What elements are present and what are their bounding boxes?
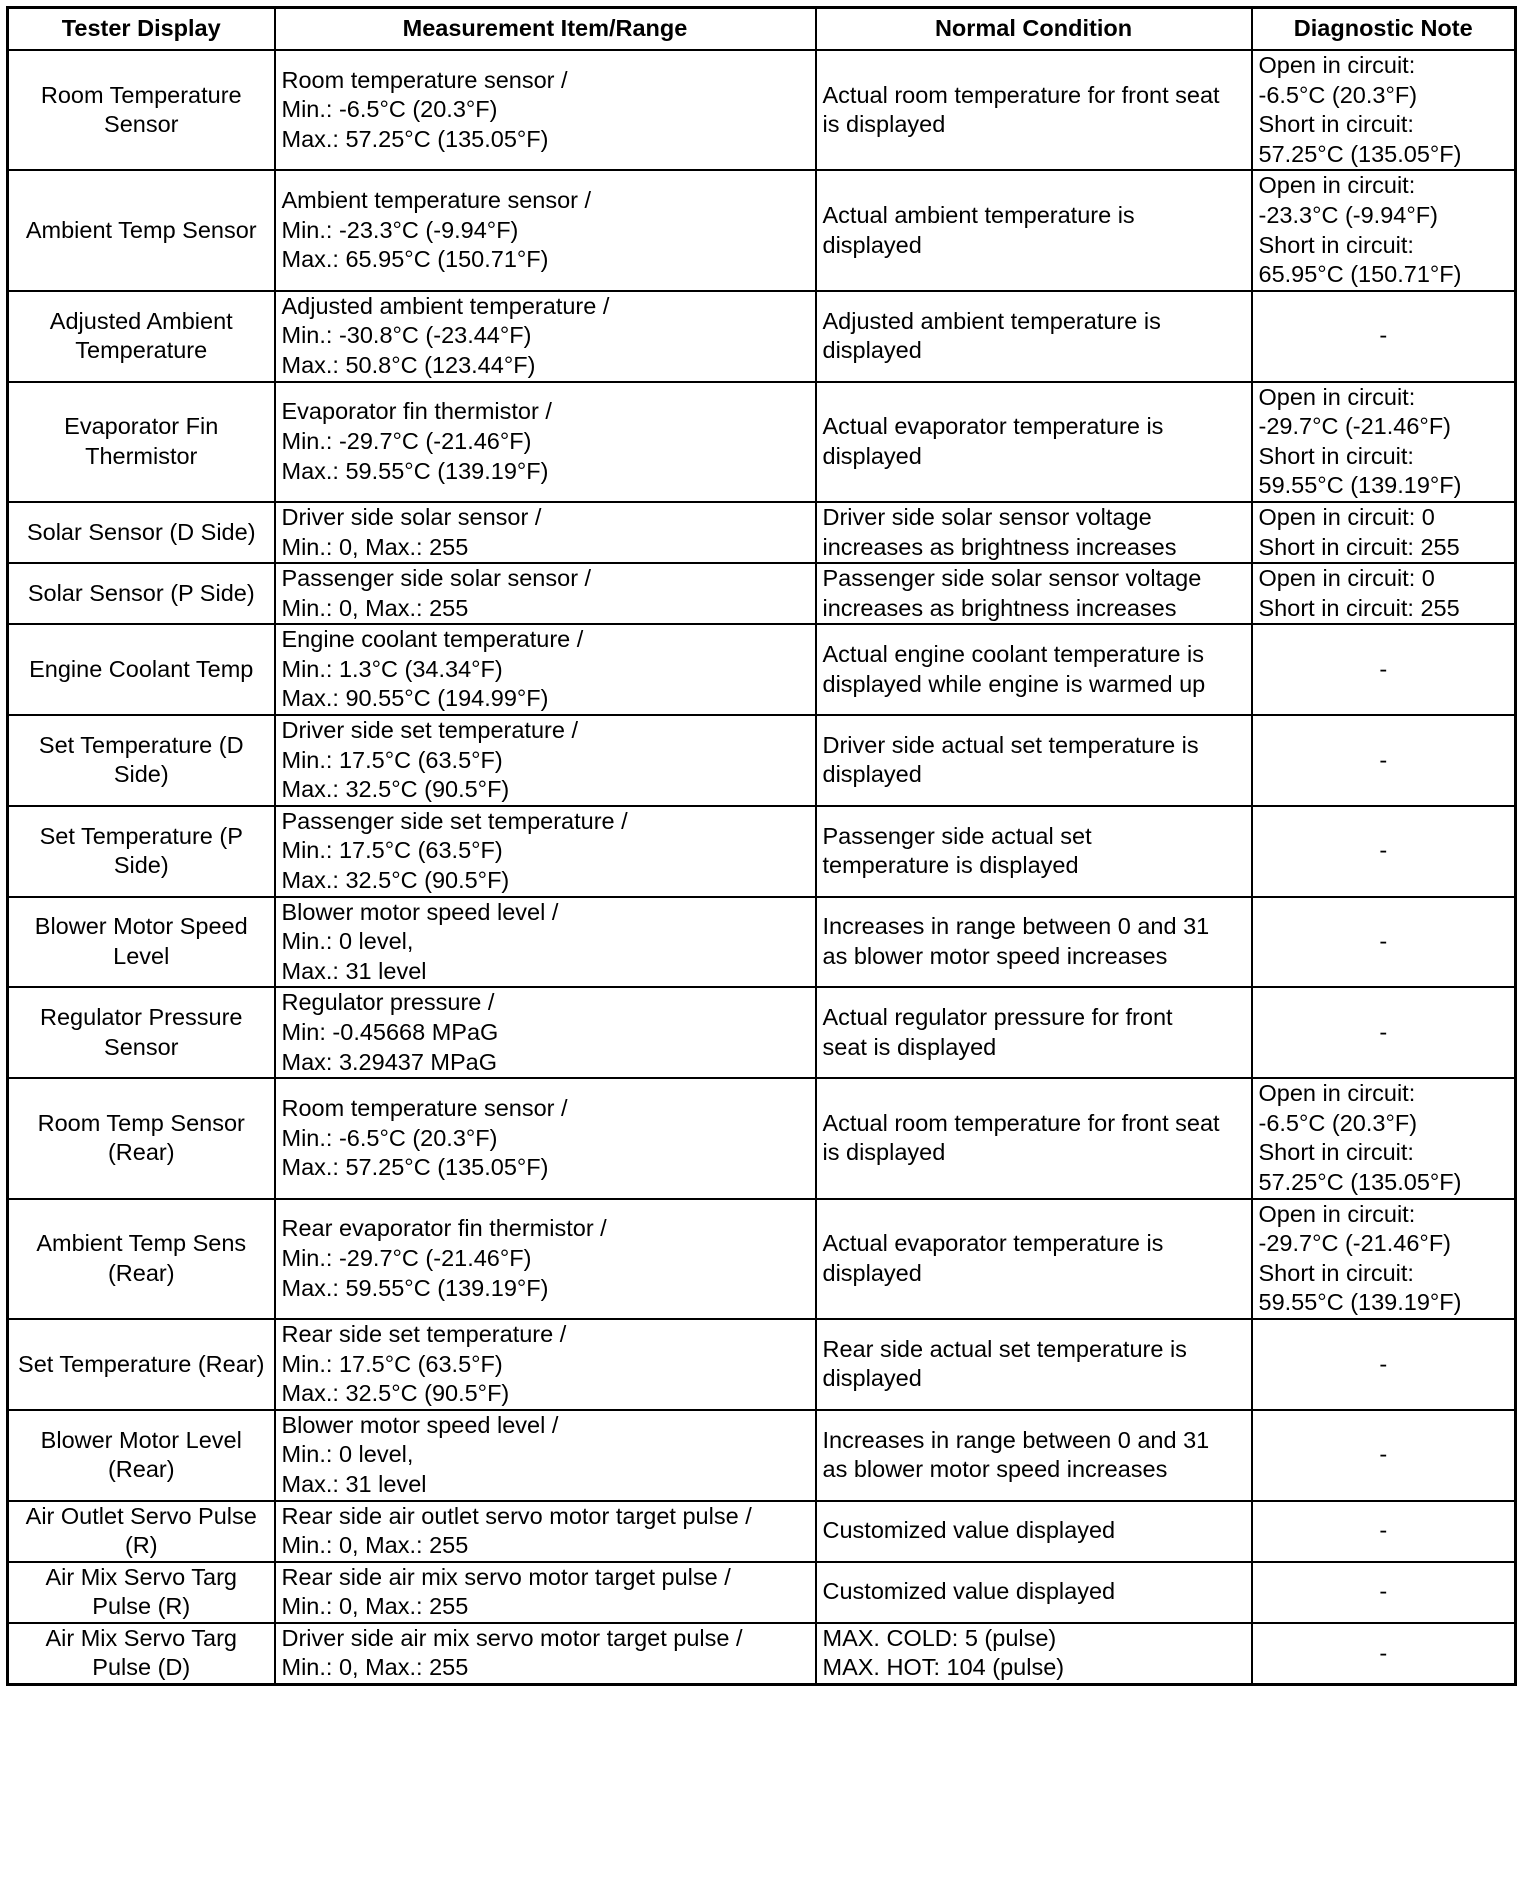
measurement-cell [275,1623,816,1685]
normal-condition-line: increases as brightness increases [822,594,1177,621]
tester-display-cell [8,563,275,624]
diagnostic-note-cell [1252,1562,1516,1623]
measurement-line: Min.: 0, Max.: 255 [281,533,469,560]
measurement-line: Max.: 31 level [281,1470,427,1497]
measurement-line: Rear side set temperature / [281,1320,567,1347]
table-row [8,624,1516,715]
measurement-line: Rear side air outlet servo motor target pulse / [281,1502,752,1529]
tester-display-text: Set Temperature (P Side) [39,822,243,879]
measurement-line: Max.: 32.5°C (90.5°F) [281,1380,510,1407]
measurement-cell [275,897,816,988]
measurement-line: Min.: -29.7°C (-21.46°F) [281,1244,532,1271]
normal-condition-line: Actual regulator pressure for front [822,1004,1173,1031]
diagnostic-note-line: Open in circuit: 0 [1258,503,1435,530]
tester-display-text: Blower Motor Speed Level [34,913,248,970]
normal-condition-line: as blower motor speed increases [822,1456,1168,1483]
normal-condition-line: MAX. COLD: 5 (pulse) [822,1624,1057,1651]
diagnostic-note-line: -29.7°C (-21.46°F) [1258,413,1451,440]
normal-condition-line: Passenger side actual set [822,822,1092,849]
measurement-line: Min.: -6.5°C (20.3°F) [281,1124,498,1151]
diagnostic-note-cell [1252,1199,1516,1319]
measurement-line: Max.: 57.25°C (135.05°F) [281,1154,549,1181]
measurement-line: Max.: 57.25°C (135.05°F) [281,125,549,152]
tester-display-cell [8,1562,275,1623]
normal-condition-cell [816,1410,1252,1501]
diagnostic-note-cell [1252,624,1516,715]
tester-display-text: Solar Sensor (P Side) [27,579,255,606]
tester-display-text: Regulator Pressure Sensor [40,1004,243,1060]
table-row [8,806,1516,897]
measurement-line: Max.: 65.95°C (150.71°F) [281,246,549,273]
diagnostic-note-line: Open in circuit: [1258,52,1416,78]
normal-condition-line: displayed [822,337,922,364]
tester-display-cell [8,1501,275,1562]
tester-display-cell [8,1199,275,1319]
diagnostic-note-line: 59.55°C (139.19°F) [1258,1289,1462,1316]
measurement-line: Driver side solar sensor / [281,503,542,530]
tester-display-text: Air Mix Servo Targ Pulse (R) [45,1563,238,1620]
diagnostic-note-line: Short in circuit: 255 [1258,594,1460,621]
table-row [8,382,1516,502]
tester-display-cell [8,1319,275,1410]
table-row [8,563,1516,624]
normal-condition-line: Customized value displayed [822,1517,1116,1544]
diagnostic-note-line: -29.7°C (-21.46°F) [1258,1230,1451,1257]
diagnostic-note-cell [1252,715,1516,806]
measurement-line: Max.: 90.55°C (194.99°F) [281,685,549,712]
table-row [8,502,1516,563]
measurement-line: Max.: 31 level [281,957,427,984]
normal-condition-line: seat is displayed [822,1033,997,1060]
diagnostic-note-cell [1252,1078,1516,1198]
normal-condition-line: is displayed [822,111,946,138]
header-measurement: Measurement Item/Range [275,8,816,51]
tester-display-text: Set Temperature (D Side) [38,731,244,788]
diagnostic-note-cell [1252,291,1516,382]
tester-display-text: Room Temperature Sensor [40,81,242,138]
measurement-line: Blower motor speed level / [281,1411,559,1438]
normal-condition-line: Actual ambient temperature is [822,201,1135,228]
diagnostic-note-line: Open in circuit: [1258,1080,1416,1107]
normal-condition-line: as blower motor speed increases [822,943,1168,970]
measurement-line: Max.: 50.8°C (123.44°F) [281,351,536,378]
measurement-cell [275,382,816,502]
normal-condition-line: increases as brightness increases [822,533,1177,560]
diagnostic-note-line: - [1379,1350,1388,1377]
normal-condition-line: temperature is displayed [822,852,1079,879]
diagnostic-note-line: - [1379,1517,1388,1544]
measurement-line: Room temperature sensor / [281,66,568,93]
measurement-line: Min.: -6.5°C (20.3°F) [281,96,498,123]
diagnostic-note-line: Short in circuit: [1258,1139,1414,1166]
measurement-cell [275,1078,816,1198]
tester-display-cell [8,1623,275,1685]
measurement-cell [275,1501,816,1562]
measurement-line: Rear evaporator fin thermistor / [281,1215,607,1242]
diagnostic-note-line: Short in circuit: [1258,1259,1414,1286]
tester-display-cell [8,897,275,988]
measurement-cell [275,563,816,624]
tester-display-cell [8,624,275,715]
measurement-cell [275,624,816,715]
tester-display-cell [8,170,275,290]
diagnostic-note-line: 57.25°C (135.05°F) [1258,1168,1462,1195]
normal-condition-line: Rear side actual set temperature is [822,1335,1187,1362]
table-row [8,897,1516,988]
measurement-cell [275,1199,816,1319]
diagnostic-note-cell [1252,502,1516,563]
table-row [8,715,1516,806]
normal-condition-line: Actual evaporator temperature is [822,413,1164,440]
table-row [8,1078,1516,1198]
normal-condition-cell [816,563,1252,624]
measurement-line: Passenger side set temperature / [281,807,628,834]
tester-display-text: Ambient Temp Sensor [25,216,257,243]
measurement-line: Min.: 1.3°C (34.34°F) [281,655,503,682]
measurement-cell [275,1410,816,1501]
diagnostic-note-line: - [1379,1441,1388,1468]
normal-condition-line: displayed [822,231,922,258]
measurement-line: Passenger side solar sensor / [281,565,592,592]
diagnostic-note-cell [1252,50,1516,170]
measurement-line: Min.: -23.3°C (-9.94°F) [281,216,519,243]
table-row [8,50,1516,170]
measurement-cell [275,806,816,897]
diagnostic-note-cell [1252,382,1516,502]
diagnostic-note-line: Open in circuit: 0 [1258,565,1435,592]
measurement-line: Max.: 59.55°C (139.19°F) [281,1274,549,1301]
diagnostic-note-line: - [1379,1578,1388,1605]
header-row [8,8,1516,51]
normal-condition-line: Actual room temperature for front seat [822,81,1220,108]
tester-display-cell [8,715,275,806]
diagnostic-note-line: -6.5°C (20.3°F) [1258,81,1418,108]
measurement-cell [275,50,816,170]
table-row [8,1562,1516,1623]
measurement-line: Driver side air mix servo motor target pulse / [281,1624,743,1651]
diagnostic-note-line: Open in circuit: [1258,1200,1416,1227]
normal-condition-line: Increases in range between 0 and 31 [822,1426,1210,1453]
table-row [8,1623,1516,1685]
tester-display-text: Evaporator Fin Thermistor [64,413,219,469]
tester-display-cell [8,987,275,1078]
normal-condition-cell [816,502,1252,563]
tester-display-cell [8,291,275,382]
tester-display-text: Blower Motor Level (Rear) [40,1426,242,1483]
normal-condition-cell [816,291,1252,382]
measurement-cell [275,502,816,563]
normal-condition-line: displayed [822,1259,922,1286]
table-row [8,1199,1516,1319]
normal-condition-line: Customized value displayed [822,1578,1116,1605]
measurement-line: Min.: 17.5°C (63.5°F) [281,746,503,773]
measurement-line: Max.: 32.5°C (90.5°F) [281,867,510,894]
normal-condition-cell [816,1562,1252,1623]
diagnostic-note-line: - [1379,837,1388,864]
normal-condition-cell [816,897,1252,988]
normal-condition-line: displayed [822,1365,922,1392]
table-row [8,1410,1516,1501]
diagnostic-note-line: 57.25°C (135.05°F) [1258,140,1462,167]
diagnostic-note-cell [1252,170,1516,290]
measurement-line: Blower motor speed level / [281,898,559,925]
measurement-line: Engine coolant temperature / [281,626,584,653]
normal-condition-line: Actual evaporator temperature is [822,1230,1164,1257]
diagnostic-note-line: -23.3°C (-9.94°F) [1258,201,1438,228]
measurement-cell [275,291,816,382]
normal-condition-cell [816,382,1252,502]
tester-display-text: Air Outlet Servo Pulse (R) [25,1502,257,1559]
table-row [8,170,1516,290]
tester-display-text: Ambient Temp Sens (Rear) [36,1230,247,1286]
normal-condition-cell [816,170,1252,290]
measurement-line: Evaporator fin thermistor / [281,398,552,425]
tester-display-cell [8,806,275,897]
tester-display-cell [8,502,275,563]
diagnostic-note-line: Short in circuit: [1258,111,1414,138]
tester-display-text: Adjusted Ambient Temperature [49,307,233,364]
measurement-cell [275,987,816,1078]
normal-condition-line: displayed while engine is warmed up [822,670,1206,697]
measurement-line: Adjusted ambient temperature / [281,292,610,319]
normal-condition-cell [816,715,1252,806]
tester-display-cell [8,1410,275,1501]
normal-condition-cell [816,1319,1252,1410]
diagnostic-note-cell [1252,1319,1516,1410]
measurement-line: Max: 3.29437 MPaG [281,1048,498,1075]
normal-condition-line: is displayed [822,1139,946,1166]
diagnostic-note-line: - [1379,322,1388,349]
normal-condition-cell [816,1078,1252,1198]
tester-display-cell [8,382,275,502]
measurement-line: Min.: 0, Max.: 255 [281,1532,469,1559]
measurement-line: Room temperature sensor / [281,1094,568,1121]
normal-condition-line: Actual engine coolant temperature is [822,641,1204,668]
normal-condition-line: Adjusted ambient temperature is [822,307,1161,334]
header-tester-display: Tester Display [8,8,275,51]
diagnostic-note-line: Open in circuit: [1258,383,1416,410]
measurement-line: Min.: 0, Max.: 255 [281,1593,469,1620]
table-row [8,1319,1516,1410]
diagnostic-note-cell [1252,563,1516,624]
measurement-line: Regulator pressure / [281,989,495,1016]
measurement-line: Min.: 17.5°C (63.5°F) [281,837,503,864]
diagnostic-note-cell [1252,1501,1516,1562]
table-row [8,987,1516,1078]
diagnostic-note-cell [1252,897,1516,988]
measurement-line: Min.: 0, Max.: 255 [281,594,469,621]
diagnostic-note-line: Short in circuit: [1258,231,1414,258]
tester-display-text: Set Temperature (Rear) [18,1350,265,1377]
diagnostic-note-line: Open in circuit: [1258,172,1416,199]
normal-condition-cell [816,1623,1252,1685]
diagnostic-note-line: - [1379,1019,1388,1045]
normal-condition-line: Driver side solar sensor voltage [822,503,1152,530]
measurement-line: Rear side air mix servo motor target pulse / [281,1563,731,1590]
normal-condition-line: Actual room temperature for front seat [822,1109,1220,1136]
diagnostic-note-line: -6.5°C (20.3°F) [1258,1109,1418,1136]
tester-display-text: Solar Sensor (D Side) [26,518,256,545]
measurement-line: Min.: -29.7°C (-21.46°F) [281,427,532,454]
diagnostic-note-cell [1252,1623,1516,1685]
diagnostic-note-line: - [1379,1639,1388,1666]
measurement-line: Min: -0.45668 MPaG [281,1019,499,1045]
diagnostic-note-cell [1252,987,1516,1078]
diagnostic-table [6,6,1517,1686]
diagnostic-note-line: Short in circuit: 255 [1258,533,1460,560]
table-row [8,291,1516,382]
measurement-line: Min.: 0 level, [281,928,414,955]
diagnostic-note-line: 65.95°C (150.71°F) [1258,261,1462,288]
measurement-line: Min.: 0 level, [281,1441,414,1468]
diagnostic-note-line: 59.55°C (139.19°F) [1258,472,1462,499]
measurement-line: Driver side set temperature / [281,717,578,744]
normal-condition-line: Driver side actual set temperature is [822,731,1199,758]
tester-display-text: Room Temp Sensor (Rear) [37,1109,245,1166]
measurement-line: Ambient temperature sensor / [281,187,592,214]
measurement-cell [275,715,816,806]
normal-condition-cell [816,50,1252,170]
diagnostic-note-line: - [1379,655,1388,682]
measurement-line: Max.: 59.55°C (139.19°F) [281,457,549,484]
tester-display-cell [8,1078,275,1198]
normal-condition-cell [816,1501,1252,1562]
header-diagnostic-note: Diagnostic Note [1252,8,1516,51]
measurement-line: Min.: -30.8°C (-23.44°F) [281,322,532,349]
measurement-line: Min.: 0, Max.: 255 [281,1654,469,1681]
table-header [8,8,1516,51]
diagnostic-note-line: Short in circuit: [1258,442,1414,469]
measurement-cell [275,1562,816,1623]
measurement-cell [275,170,816,290]
normal-condition-cell [816,806,1252,897]
diagnostic-note-cell [1252,1410,1516,1501]
tester-display-text: Air Mix Servo Targ Pulse (D) [45,1624,238,1681]
diagnostic-note-line: - [1379,928,1388,955]
table-row [8,1501,1516,1562]
measurement-cell [275,1319,816,1410]
tester-display-text: Engine Coolant Temp [29,655,254,682]
normal-condition-line: Passenger side solar sensor voltage [822,565,1202,592]
measurement-line: Max.: 32.5°C (90.5°F) [281,776,510,803]
normal-condition-line: displayed [822,761,922,788]
measurement-line: Min.: 17.5°C (63.5°F) [281,1350,503,1377]
normal-condition-cell [816,987,1252,1078]
normal-condition-line: Increases in range between 0 and 31 [822,913,1210,940]
normal-condition-cell [816,1199,1252,1319]
normal-condition-line: displayed [822,442,922,469]
table-body [8,50,1516,1685]
normal-condition-cell [816,624,1252,715]
normal-condition-line: MAX. HOT: 104 (pulse) [822,1654,1065,1681]
diagnostic-note-line: - [1379,746,1388,773]
diagnostic-note-cell [1252,806,1516,897]
tester-display-cell [8,50,275,170]
header-normal-condition: Normal Condition [816,8,1252,51]
